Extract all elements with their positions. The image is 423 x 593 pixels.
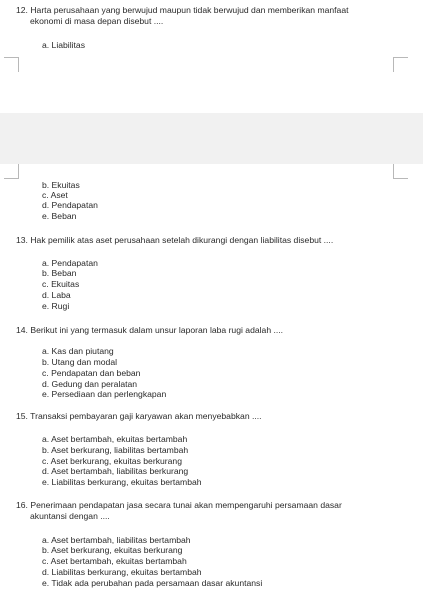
question-16-line-2: akuntansi dengan .... [30, 511, 110, 521]
question-16-option-d: d. Liabilitas berkurang, ekuitas bertambah [42, 567, 202, 577]
crop-mark-top-left [4, 57, 19, 72]
question-15-option-c: c. Aset berkurang, ekuitas berkurang [42, 456, 182, 466]
question-13-line-1: 13. Hak pemilik atas aset perusahaan setelah dikurangi dengan liabilitas disebut .... [16, 235, 334, 245]
question-12-line-1: 12. Harta perusahaan yang berwujud maupun tidak berwujud dan memberikan manfaat [16, 5, 349, 15]
crop-mark-bottom-left [4, 164, 19, 179]
question-12-option-c: c. Aset [42, 190, 68, 200]
question-13-option-a: a. Pendapatan [42, 258, 98, 268]
question-13-option-b: b. Beban [42, 268, 77, 278]
question-13-option-c: c. Ekuitas [42, 279, 80, 289]
question-14-option-e: e. Persediaan dan perlengkapan [42, 389, 167, 399]
question-16-option-a: a. Aset bertambah, liabilitas bertambah [42, 535, 191, 545]
question-12-line-2: ekonomi di masa depan disebut .... [30, 16, 164, 26]
question-12-option-a: a. Liabilitas [42, 40, 85, 50]
question-15-option-e: e. Liabilitas berkurang, ekuitas bertambah [42, 477, 202, 487]
question-16-option-e: e. Tidak ada perubahan pada persamaan dasar akuntansi [42, 578, 263, 588]
question-14-line-1: 14. Berikut ini yang termasuk dalam unsur laporan laba rugi adalah .... [16, 325, 284, 335]
question-14-option-b: b. Utang dan modal [42, 357, 118, 367]
question-14-option-a: a. Kas dan piutang [42, 346, 114, 356]
question-15-option-a: a. Aset bertambah, ekuitas bertambah [42, 434, 188, 444]
question-14-option-c: c. Pendapatan dan beban [42, 368, 141, 378]
question-13-option-e: e. Rugi [42, 301, 70, 311]
question-12-option-e: e. Beban [42, 211, 77, 221]
question-12-option-b: b. Ekuitas [42, 180, 80, 190]
page-break [0, 113, 423, 164]
question-16-line-1: 16. Penerimaan pendapatan jasa secara tunai akan mempengaruhi persamaan dasar [16, 500, 342, 510]
question-14-option-d: d. Gedung dan peralatan [42, 379, 138, 389]
question-13-option-d: d. Laba [42, 290, 71, 300]
question-12-option-d: d. Pendapatan [42, 200, 98, 210]
question-15-option-d: d. Aset bertambah, liabilitas berkurang [42, 466, 189, 476]
question-15-line-1: 15. Transaksi pembayaran gaji karyawan akan menyebabkan .... [16, 411, 262, 421]
crop-mark-top-right [393, 57, 408, 72]
question-15-option-b: b. Aset berkurang, liabilitas bertambah [42, 445, 189, 455]
question-16-option-c: c. Aset bertambah, ekuitas bertambah [42, 556, 187, 566]
crop-mark-bottom-right [393, 164, 408, 179]
question-16-option-b: b. Aset berkurang, ekuitas berkurang [42, 545, 183, 555]
